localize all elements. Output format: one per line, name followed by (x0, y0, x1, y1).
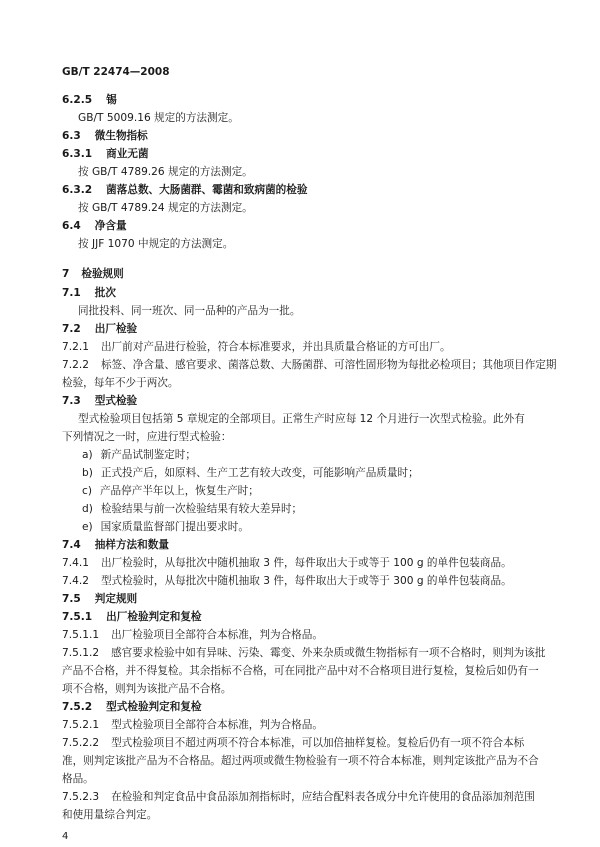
body-text-line (62, 430, 232, 444)
clause-text: 出厂检验 (94, 323, 138, 335)
section-heading (62, 322, 137, 336)
section-heading (62, 93, 117, 107)
section-heading (62, 394, 137, 408)
clause-text: 项不合格，则判为该批产品不合格。 (62, 683, 232, 695)
body-text-line (62, 808, 157, 822)
clause-text: 型式检验判定和复检 (106, 701, 202, 713)
clause-number: 7.3 (62, 395, 81, 407)
body-text-line (62, 772, 94, 786)
clause-number: 7.5.1.1 (62, 629, 100, 641)
clause-number: 6.3.2 (62, 184, 93, 196)
clause-text: 微生物指标 (94, 130, 148, 142)
section-heading (62, 700, 202, 714)
section-heading (62, 129, 148, 143)
clause-number: b) (82, 467, 93, 479)
clause-number: 6.3.1 (62, 148, 93, 160)
clause-number: 7 (62, 268, 70, 280)
clause-text: 感官要求检验中如有异味、污染、霉变、外来杂质或微生物指标有一项不合格时，则判为该批 (111, 647, 546, 659)
section-heading (62, 267, 124, 281)
clause-number: c) (82, 485, 92, 497)
section-heading (62, 147, 149, 161)
section-heading (62, 219, 127, 233)
clause-text: 和使用量综合判定。 (62, 809, 158, 821)
body-text-line (82, 466, 419, 480)
body-text-line (62, 376, 179, 390)
clause-text: 出厂检验判定和复检 (106, 611, 202, 623)
clause-text: 按 GB/T 4789.26 规定的方法测定。 (78, 166, 253, 178)
clause-text: 同批投料、同一班次、同一品种的产品为一批。 (78, 305, 301, 317)
clause-text: 检验，每年不少于两次。 (62, 377, 179, 389)
clause-text: 格品。 (62, 773, 94, 785)
clause-number: 7.5.2 (62, 701, 93, 713)
clause-number: 7.2 (62, 323, 81, 335)
body-text-line (78, 165, 253, 179)
body-text-line (78, 237, 233, 251)
clause-text: 正式投产后，如原料、生产工艺有较大改变，可能影响产品质量时； (100, 467, 419, 479)
clause-number: 7.2.2 (62, 359, 89, 371)
body-text-line (78, 412, 525, 426)
body-text-line (62, 646, 545, 660)
section-heading (62, 183, 307, 197)
clause-text: 判定规则 (94, 593, 138, 605)
section-heading (62, 592, 137, 606)
body-text-line (78, 111, 239, 125)
body-text-line (62, 790, 535, 804)
clause-text: 下列情况之一时，应进行型式检验： (62, 431, 232, 443)
body-text-line (62, 574, 512, 588)
body-text-line (62, 682, 232, 696)
body-text-line (82, 484, 259, 498)
clause-text: 在检验和判定食品中食品添加剂指标时，应结合配料表各成分中允许使用的食品添加剂范围 (111, 791, 535, 803)
page-number: 4 (62, 831, 69, 842)
standard-number-header: GB/T 22474—2008 (62, 66, 170, 78)
body-text-line (62, 556, 512, 570)
clause-text: 型式检验项目包括第 5 章规定的全部项目。正常生产时应每 12 个月进行一次型式检验。此外有 (78, 413, 525, 425)
clause-text: 按 GB/T 4789.24 规定的方法测定。 (78, 202, 253, 214)
body-text-line (78, 304, 300, 318)
body-text-line (82, 448, 196, 462)
clause-text: 型式检验 (94, 395, 138, 407)
clause-number: 7.5.2.3 (62, 791, 100, 803)
body-text-line (62, 358, 557, 372)
clause-number: 7.2.1 (62, 341, 89, 353)
clause-text: 型式检验项目不超过两项不符合本标准，可以加倍抽样复检。复检后仍有一项不符合本标 (111, 737, 525, 749)
clause-text: 检验结果与前一次检验结果有较大差异时； (100, 503, 303, 515)
clause-text: 锡 (106, 94, 117, 106)
clause-text: 国家质量监督部门提出要求时。 (100, 521, 249, 533)
clause-number: 7.1 (62, 287, 81, 299)
clause-text: 产品停产半年以上，恢复生产时； (99, 485, 259, 497)
clause-number: 7.4 (62, 539, 81, 551)
clause-text: 按 JJF 1070 中规定的方法测定。 (78, 238, 234, 250)
clause-text: 型式检验时，从每批次中随机抽取 3 件，每件取出大于或等于 300 g 的单件包装商品。 (100, 575, 512, 587)
clause-number: 7.4.2 (62, 575, 89, 587)
clause-text: 出厂检验时，从每批次中随机抽取 3 件，每件取出大于或等于 100 g 的单件包装商品。 (100, 557, 512, 569)
section-heading (62, 538, 169, 552)
clause-text: 抽样方法和数量 (94, 539, 169, 551)
clause-number: 7.5 (62, 593, 81, 605)
body-text-line (62, 718, 323, 732)
section-heading (62, 286, 116, 300)
section-heading (62, 610, 202, 624)
clause-number: 6.2.5 (62, 94, 93, 106)
body-text-line (62, 754, 539, 768)
clause-number: e) (82, 521, 93, 533)
clause-text: 菌落总数、大肠菌群、霉菌和致病菌的检验 (106, 184, 308, 196)
clause-number: 6.4 (62, 220, 81, 232)
clause-text: 净含量 (94, 220, 127, 232)
clause-number: 7.5.2.1 (62, 719, 100, 731)
clause-text: 检验规则 (81, 268, 124, 280)
clause-number: 7.5.1 (62, 611, 93, 623)
clause-number: 7.4.1 (62, 557, 89, 569)
clause-text: 出厂前对产品进行检验，符合本标准要求，并出具质量合格证的方可出厂。 (100, 341, 451, 353)
clause-number: 7.5.2.2 (62, 737, 100, 749)
body-text-line (78, 201, 253, 215)
body-text-line (82, 520, 249, 534)
clause-number: 7.5.1.2 (62, 647, 100, 659)
clause-number: a) (82, 449, 93, 461)
clause-text: 标签、净含量、感官要求、菌落总数、大肠菌群、可溶性固形物为每批必检项目；其他项目作定期 (100, 359, 557, 371)
body-text-line (62, 628, 323, 642)
clause-text: 型式检验项目全部符合本标准，判为合格品。 (111, 719, 323, 731)
body-text-line (62, 736, 524, 750)
clause-text: 新产品试制鉴定时； (100, 449, 196, 461)
clause-text: 准，则判定该批产品为不合格品。超过两项或微生物检验有一项不符合本标准，则判定该批产品为不合 (62, 755, 539, 767)
clause-text: 商业无菌 (106, 148, 149, 160)
body-text-line (62, 664, 539, 678)
body-text-line (62, 340, 451, 354)
clause-text: GB/T 5009.16 规定的方法测定。 (78, 112, 239, 124)
body-text-line (82, 502, 302, 516)
clause-text: 产品不合格，并不得复检。其余指标不合格，可在同批产品中对不合格项目进行复检，复检后如仍有一 (62, 665, 539, 677)
clause-number: 6.3 (62, 130, 81, 142)
clause-text: 批次 (94, 287, 116, 299)
clause-number: d) (82, 503, 93, 515)
clause-text: 出厂检验项目全部符合本标准，判为合格品。 (111, 629, 323, 641)
